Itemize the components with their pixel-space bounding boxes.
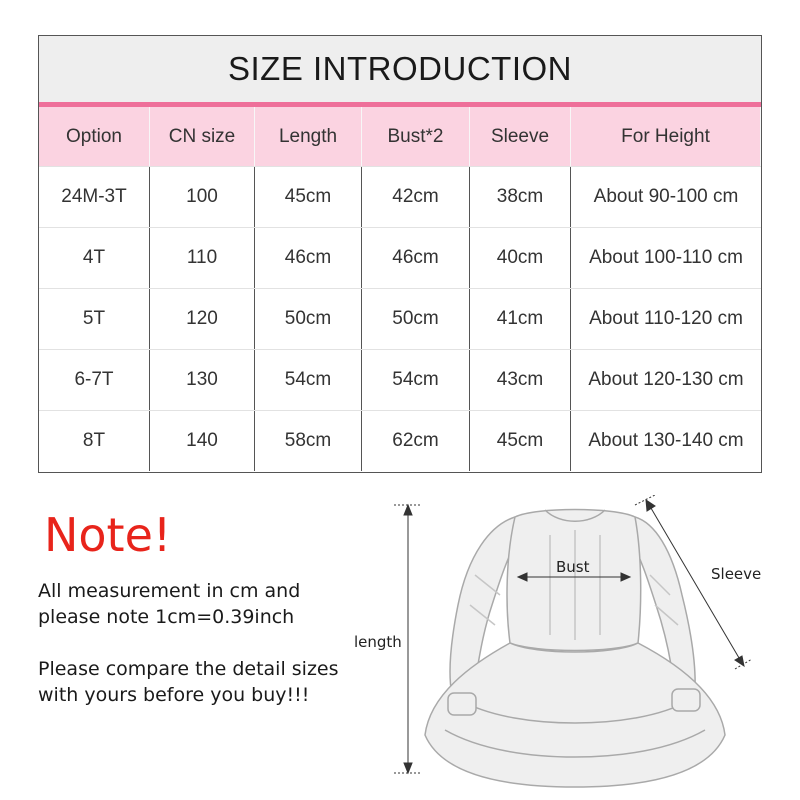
table-title-band (39, 36, 761, 102)
cell-cn-size: 100 (150, 167, 255, 227)
cell-for-height: About 100-110 cm (589, 247, 743, 268)
table-row (39, 410, 761, 471)
table-row (39, 288, 761, 349)
cell-length: 54cm (255, 350, 362, 410)
cell-length: 46cm (255, 228, 362, 288)
note-compare-line: Please compare the detail sizes (38, 658, 339, 680)
cell-sleeve: 45cm (470, 411, 571, 471)
table-title: SIZE INTRODUCTION (228, 50, 572, 87)
header-sleeve: Sleeve (470, 107, 571, 166)
cell-sleeve: 38cm (470, 167, 571, 227)
note-before-buy-line: with yours before you buy!!! (38, 684, 310, 706)
cell-bust: 46cm (362, 228, 470, 288)
header-for-height: For Height (571, 107, 761, 166)
header-length: Length (255, 107, 362, 166)
note-heading: Note! (44, 508, 172, 562)
bust-label: Bust (556, 558, 590, 576)
cell-cn-size: 140 (150, 411, 255, 471)
header-bust: Bust*2 (362, 107, 470, 166)
cell-cn-size: 120 (150, 289, 255, 349)
table-row (39, 349, 761, 410)
cell-for-height: About 90-100 cm (593, 186, 739, 207)
cell-length: 58cm (255, 411, 362, 471)
cell-length: 50cm (255, 289, 362, 349)
cell-bust: 50cm (362, 289, 470, 349)
cell-bust: 42cm (362, 167, 470, 227)
cell-option: 6-7T (39, 350, 150, 410)
cell-option: 24M-3T (39, 167, 150, 227)
cell-cn-size: 110 (150, 228, 255, 288)
sleeve-label: Sleeve (711, 565, 762, 583)
cell-sleeve: 41cm (470, 289, 571, 349)
cell-option: 8T (39, 411, 150, 471)
length-label: length (354, 633, 402, 651)
cell-bust: 54cm (362, 350, 470, 410)
cell-bust: 62cm (362, 411, 470, 471)
note-conversion-line: please note 1cm=0.39inch (38, 606, 295, 628)
cell-length: 45cm (255, 167, 362, 227)
cell-for-height: About 130-140 cm (588, 430, 744, 451)
table-row (39, 227, 761, 288)
header-option: Option (39, 107, 150, 166)
table-header-row (39, 107, 761, 166)
size-table (38, 35, 762, 473)
cell-option: 4T (39, 228, 150, 288)
cell-sleeve: 43cm (470, 350, 571, 410)
header-cn-size: CN size (150, 107, 255, 166)
dress-sketch (425, 510, 725, 788)
note-measurement-line: All measurement in cm and (38, 580, 301, 602)
cell-sleeve: 40cm (470, 228, 571, 288)
dress-measurement-figure (350, 495, 800, 800)
cell-option: 5T (39, 289, 150, 349)
cell-cn-size: 130 (150, 350, 255, 410)
cell-for-height: About 110-120 cm (589, 308, 743, 329)
table-row (39, 166, 761, 227)
cell-for-height: About 120-130 cm (588, 369, 744, 390)
